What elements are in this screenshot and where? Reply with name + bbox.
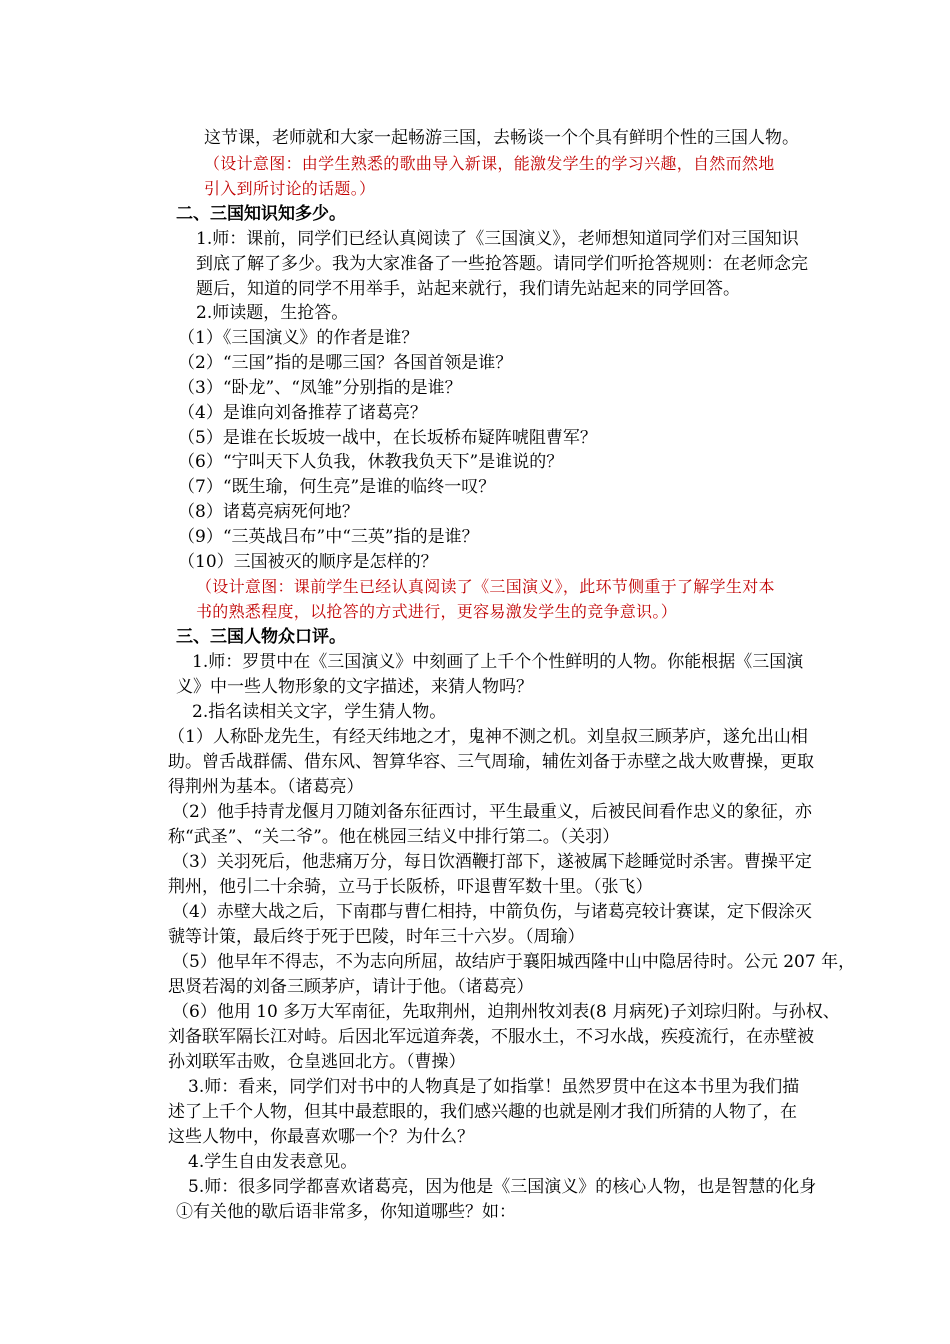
character-clue: 称“武圣”、“关二爷”。他在桃园三结义中排行第二。（关羽）: [168, 827, 620, 847]
quiz-question: （6）“宁叫天下人负我，休教我负天下”是谁说的？: [178, 452, 564, 472]
quiz-question: （1）《三国演义》的作者是谁？: [178, 328, 419, 348]
text-line: 义》中一些人物形象的文字描述，来猜人物吗？: [176, 677, 533, 697]
character-clue: （1）人称卧龙先生，有经天纬地之才，鬼神不测之机。刘皇叔三顾茅庐，遂允出山相: [168, 727, 808, 747]
character-clue: （3）关羽死后，他悲痛万分，每日饮酒鞭打部下，遂被属下趁睡觉时杀害。曹操平定: [172, 852, 812, 872]
character-clue: 刘备联军隔长江对峙。后因北军远道奔袭，不服水土，不习水战，疾疫流行，在赤壁被: [168, 1027, 814, 1047]
text-line: 5.师：很多同学都喜欢诸葛亮，因为他是《三国演义》的核心人物，也是智慧的化身: [188, 1177, 817, 1197]
quiz-question: （5）是谁在长坂坡一战中，在长坂桥布疑阵唬阻曹军？: [178, 428, 597, 448]
quiz-question: （7）“既生瑜，何生亮”是谁的临终一叹？: [178, 477, 496, 497]
text-line: 到底了解了多少。我为大家准备了一些抢答题。请同学们听抢答规则：在老师念完: [196, 254, 808, 274]
character-clue: 虢等计策，最后终于死于巴陵，时年三十六岁。（周瑜）: [168, 927, 585, 947]
text-line: 述了上千个人物，但其中最惹眼的，我们感兴趣的也就是刚才我们所猜的人物了，在: [168, 1102, 797, 1122]
character-clue: （2）他手持青龙偃月刀随刘备东征西讨，平生最重义，后被民间看作忠义的象征，亦: [172, 802, 812, 822]
text-line: ①有关他的歇后语非常多，你知道哪些？如：: [176, 1202, 516, 1222]
section-heading: 二、三国知识知多少。: [176, 204, 346, 224]
design-intent-note: （设计意图：课前学生已经认真阅读了《三国演义》，此环节侧重于了解学生对本: [196, 577, 775, 596]
text-line: 1.师：课前，同学们已经认真阅读了《三国演义》，老师想知道同学们对三国知识: [196, 229, 799, 249]
design-intent-note: （设计意图：由学生熟悉的歌曲导入新课，能激发学生的学习兴趣，自然而然地: [204, 154, 775, 173]
quiz-question: （4）是谁向刘备推荐了诸葛亮？: [178, 403, 427, 423]
design-intent-note: 书的熟悉程度，以抢答的方式进行，更容易激发学生的竞争意识。）: [196, 602, 678, 621]
character-clue: 助。曾舌战群儒、借东风、智算华容、三气周瑜，辅佐刘备于赤壁之战大败曹操，更取: [168, 752, 814, 772]
quiz-question: （10）三国被灭的顺序是怎样的？: [178, 552, 438, 572]
character-clue: 荆州，他引二十余骑，立马于长阪桥，吓退曹军数十里。（张飞）: [168, 877, 653, 897]
quiz-question: （2）“三国”指的是哪三国？各国首领是谁？: [178, 353, 513, 373]
text-line: 这节课，老师就和大家一起畅游三国，去畅谈一个个具有鲜明个性的三国人物。: [204, 128, 799, 148]
text-line: 题后，知道的同学不用举手，站起来就行，我们请先站起来的同学回答。: [196, 279, 740, 299]
quiz-question: （3）“卧龙”、“凤雏”分别指的是谁？: [178, 378, 462, 398]
character-clue: （4）赤壁大战之后，下南郡与曹仁相持，中箭负伤，与诸葛亮较计赛谋，定下假涂灭: [172, 902, 812, 922]
character-clue: 得荆州为基本。（诸葛亮）: [168, 777, 364, 797]
text-line: 2.师读题，生抢答。: [196, 303, 349, 323]
section-heading: 三、三国人物众口评。: [176, 627, 346, 647]
text-line: 1.师：罗贯中在《三国演义》中刻画了上千个个性鲜明的人物。你能根据《三国演: [192, 652, 804, 672]
design-intent-note: 引入到所讨论的话题。）: [204, 179, 376, 198]
character-clue: （6）他用 10 多万大军南征，先取荆州，迫荆州牧刘表(8 月病死)子刘琮归附。与孙权、: [172, 1002, 840, 1022]
character-clue: 思贤若渴的刘备三顾茅庐，请计于他。（诸葛亮）: [168, 977, 534, 997]
quiz-question: （8）诸葛亮病死何地？: [178, 502, 359, 522]
text-line: 3.师：看来，同学们对书中的人物真是了如指掌！虽然罗贯中在这本书里为我们描: [188, 1077, 800, 1097]
text-line: 这些人物中，你最喜欢哪一个？为什么？: [168, 1127, 474, 1147]
character-clue: 孙刘联军击败，仓皇逃回北方。（曹操）: [168, 1052, 466, 1072]
text-line: 4.学生自由发表意见。: [188, 1152, 358, 1172]
quiz-question: （9）“三英战吕布”中“三英”指的是谁？: [178, 527, 479, 547]
character-clue: （5）他早年不得志，不为志向所屈，故结庐于襄阳城西隆中山中隐居待时。公元 207 年，: [172, 952, 856, 972]
text-line: 2.指名读相关文字，学生猜人物。: [192, 702, 447, 722]
